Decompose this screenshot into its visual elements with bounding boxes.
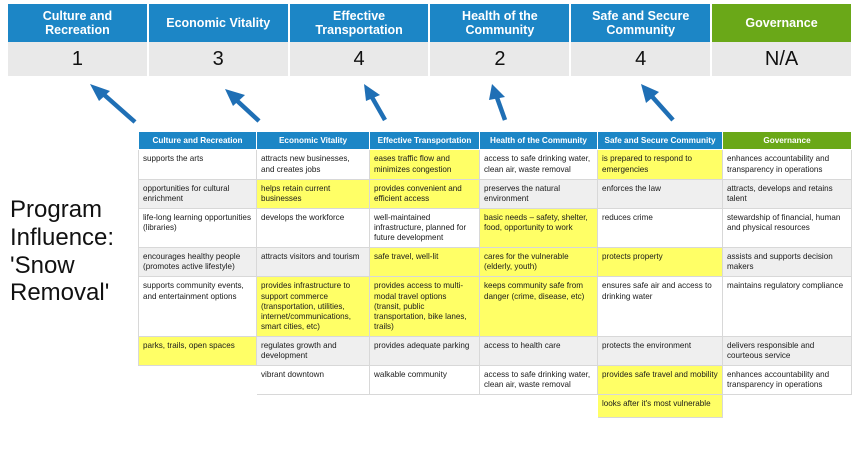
summary-header-row — [8, 4, 851, 42]
matrix-cell: safe travel, well-lit — [370, 248, 480, 277]
matrix-cell: access to health care — [480, 336, 598, 365]
matrix-header-safe-and-secure-community: Safe and Secure Community — [598, 132, 723, 150]
matrix-cell: maintains regulatory compliance — [723, 277, 852, 337]
caption-line-3: 'Snow — [10, 251, 75, 279]
summary-score-row — [8, 42, 851, 76]
matrix-cell: life-long learning opportunities (libraries) — [139, 208, 257, 247]
table-row — [139, 179, 852, 208]
matrix-header-row — [139, 132, 852, 150]
score-safe-and-secure-community: 4 — [571, 42, 712, 76]
influence-matrix — [138, 131, 852, 418]
summary-header-governance: Governance — [712, 4, 851, 42]
table-row — [139, 395, 852, 418]
score-culture-and-recreation: 1 — [8, 42, 149, 76]
matrix-cell: eases traffic flow and minimizes congestion — [370, 150, 480, 179]
table-row — [139, 277, 852, 337]
matrix-header-governance: Governance — [723, 132, 852, 150]
matrix-cell: develops the workforce — [257, 208, 370, 247]
score-effective-transportation: 4 — [290, 42, 431, 76]
matrix-cell: ensures safe air and access to drinking water — [598, 277, 723, 337]
matrix-cell: opportunities for cultural enrichment — [139, 179, 257, 208]
matrix-cell: provides safe travel and mobility — [598, 366, 723, 395]
matrix-cell: protects the environment — [598, 336, 723, 365]
matrix-cell: provides convenient and efficient access — [370, 179, 480, 208]
summary-header-health-of-the-community: Health of the Community — [430, 4, 571, 42]
score-arrow-head-4 — [489, 84, 505, 100]
matrix-cell: walkable community — [370, 366, 480, 395]
caption-line-1: Program — [10, 196, 103, 223]
matrix-header-economic-vitality: Economic Vitality — [257, 132, 370, 150]
program-influence-caption — [10, 196, 135, 307]
matrix-cell: enhances accountability and transparency in operations — [723, 366, 852, 395]
score-economic-vitality: 3 — [149, 42, 290, 76]
matrix-cell: vibrant downtown — [257, 366, 370, 395]
matrix-cell: enforces the law — [598, 179, 723, 208]
matrix-cell: keeps community safe from danger (crime, disease, etc) — [480, 277, 598, 337]
summary-header-effective-transportation: Effective Transportation — [290, 4, 431, 42]
table-row — [139, 150, 852, 179]
matrix-cell: supports community events, and entertainment options — [139, 277, 257, 337]
matrix-cell: encourages healthy people (promotes active lifestyle) — [139, 248, 257, 277]
matrix-cell: preserves the natural environment — [480, 179, 598, 208]
matrix-cell: looks after it's most vulnerable — [598, 395, 723, 418]
matrix-cell: assists and supports decision makers — [723, 248, 852, 277]
matrix-cell: attracts, develops and retains talent — [723, 179, 852, 208]
table-row — [139, 366, 852, 395]
score-health-of-the-community: 2 — [430, 42, 571, 76]
matrix-cell-empty — [257, 395, 370, 418]
matrix-cell: attracts visitors and tourism — [257, 248, 370, 277]
matrix-cell-empty — [370, 395, 480, 418]
table-row — [139, 208, 852, 247]
matrix-cell: is prepared to respond to emergencies — [598, 150, 723, 179]
matrix-cell: reduces crime — [598, 208, 723, 247]
matrix-cell-empty — [139, 395, 257, 418]
matrix-cell: protects property — [598, 248, 723, 277]
matrix-cell: access to safe drinking water, clean air, waste removal — [480, 366, 598, 395]
matrix-cell: provides access to multi-modal travel options (transit, public transportation, bike lanes, trails) — [370, 277, 480, 337]
matrix-cell: cares for the vulnerable (elderly, youth) — [480, 248, 598, 277]
matrix-cell-empty — [723, 395, 852, 418]
matrix-cell: attracts new businesses, and creates jobs — [257, 150, 370, 179]
matrix-cell: basic needs – safety, shelter, food, opportunity to work — [480, 208, 598, 247]
matrix-cell-empty — [480, 395, 598, 418]
matrix-header-health-of-the-community: Health of the Community — [480, 132, 598, 150]
matrix-cell: supports the arts — [139, 150, 257, 179]
matrix-header-effective-transportation: Effective Transportation — [370, 132, 480, 150]
matrix-cell-empty — [139, 366, 257, 395]
caption-line-2: Influence: — [10, 223, 115, 251]
table-row — [139, 248, 852, 277]
score-arrows-group — [0, 76, 859, 132]
matrix-cell: helps retain current businesses — [257, 179, 370, 208]
caption-line-4: Removal' — [10, 279, 110, 307]
summary-header-culture-and-recreation: Culture and Recreation — [8, 4, 149, 42]
summary-header-economic-vitality: Economic Vitality — [149, 4, 290, 42]
matrix-cell: access to safe drinking water, clean air, waste removal — [480, 150, 598, 179]
matrix-cell: well-maintained infrastructure, planned for future development — [370, 208, 480, 247]
table-row — [139, 336, 852, 365]
score-arrow-1 — [101, 92, 135, 122]
summary-header-safe-and-secure-community: Safe and Secure Community — [571, 4, 712, 42]
matrix-cell: provides infrastructure to support commerce (transportation, utilities, internet/communications, smart cities, etc) — [257, 277, 370, 337]
matrix-header-culture-and-recreation: Culture and Recreation — [139, 132, 257, 150]
matrix-cell: regulates growth and development — [257, 336, 370, 365]
score-governance: N/A — [764, 47, 799, 70]
matrix-cell: provides adequate parking — [370, 336, 480, 365]
matrix-cell: parks, trails, open spaces — [139, 336, 257, 365]
matrix-cell: delivers responsible and courteous service — [723, 336, 852, 365]
matrix-cell: enhances accountability and transparency in operations — [723, 150, 852, 179]
matrix-cell: stewardship of financial, human and physical resources — [723, 208, 852, 247]
